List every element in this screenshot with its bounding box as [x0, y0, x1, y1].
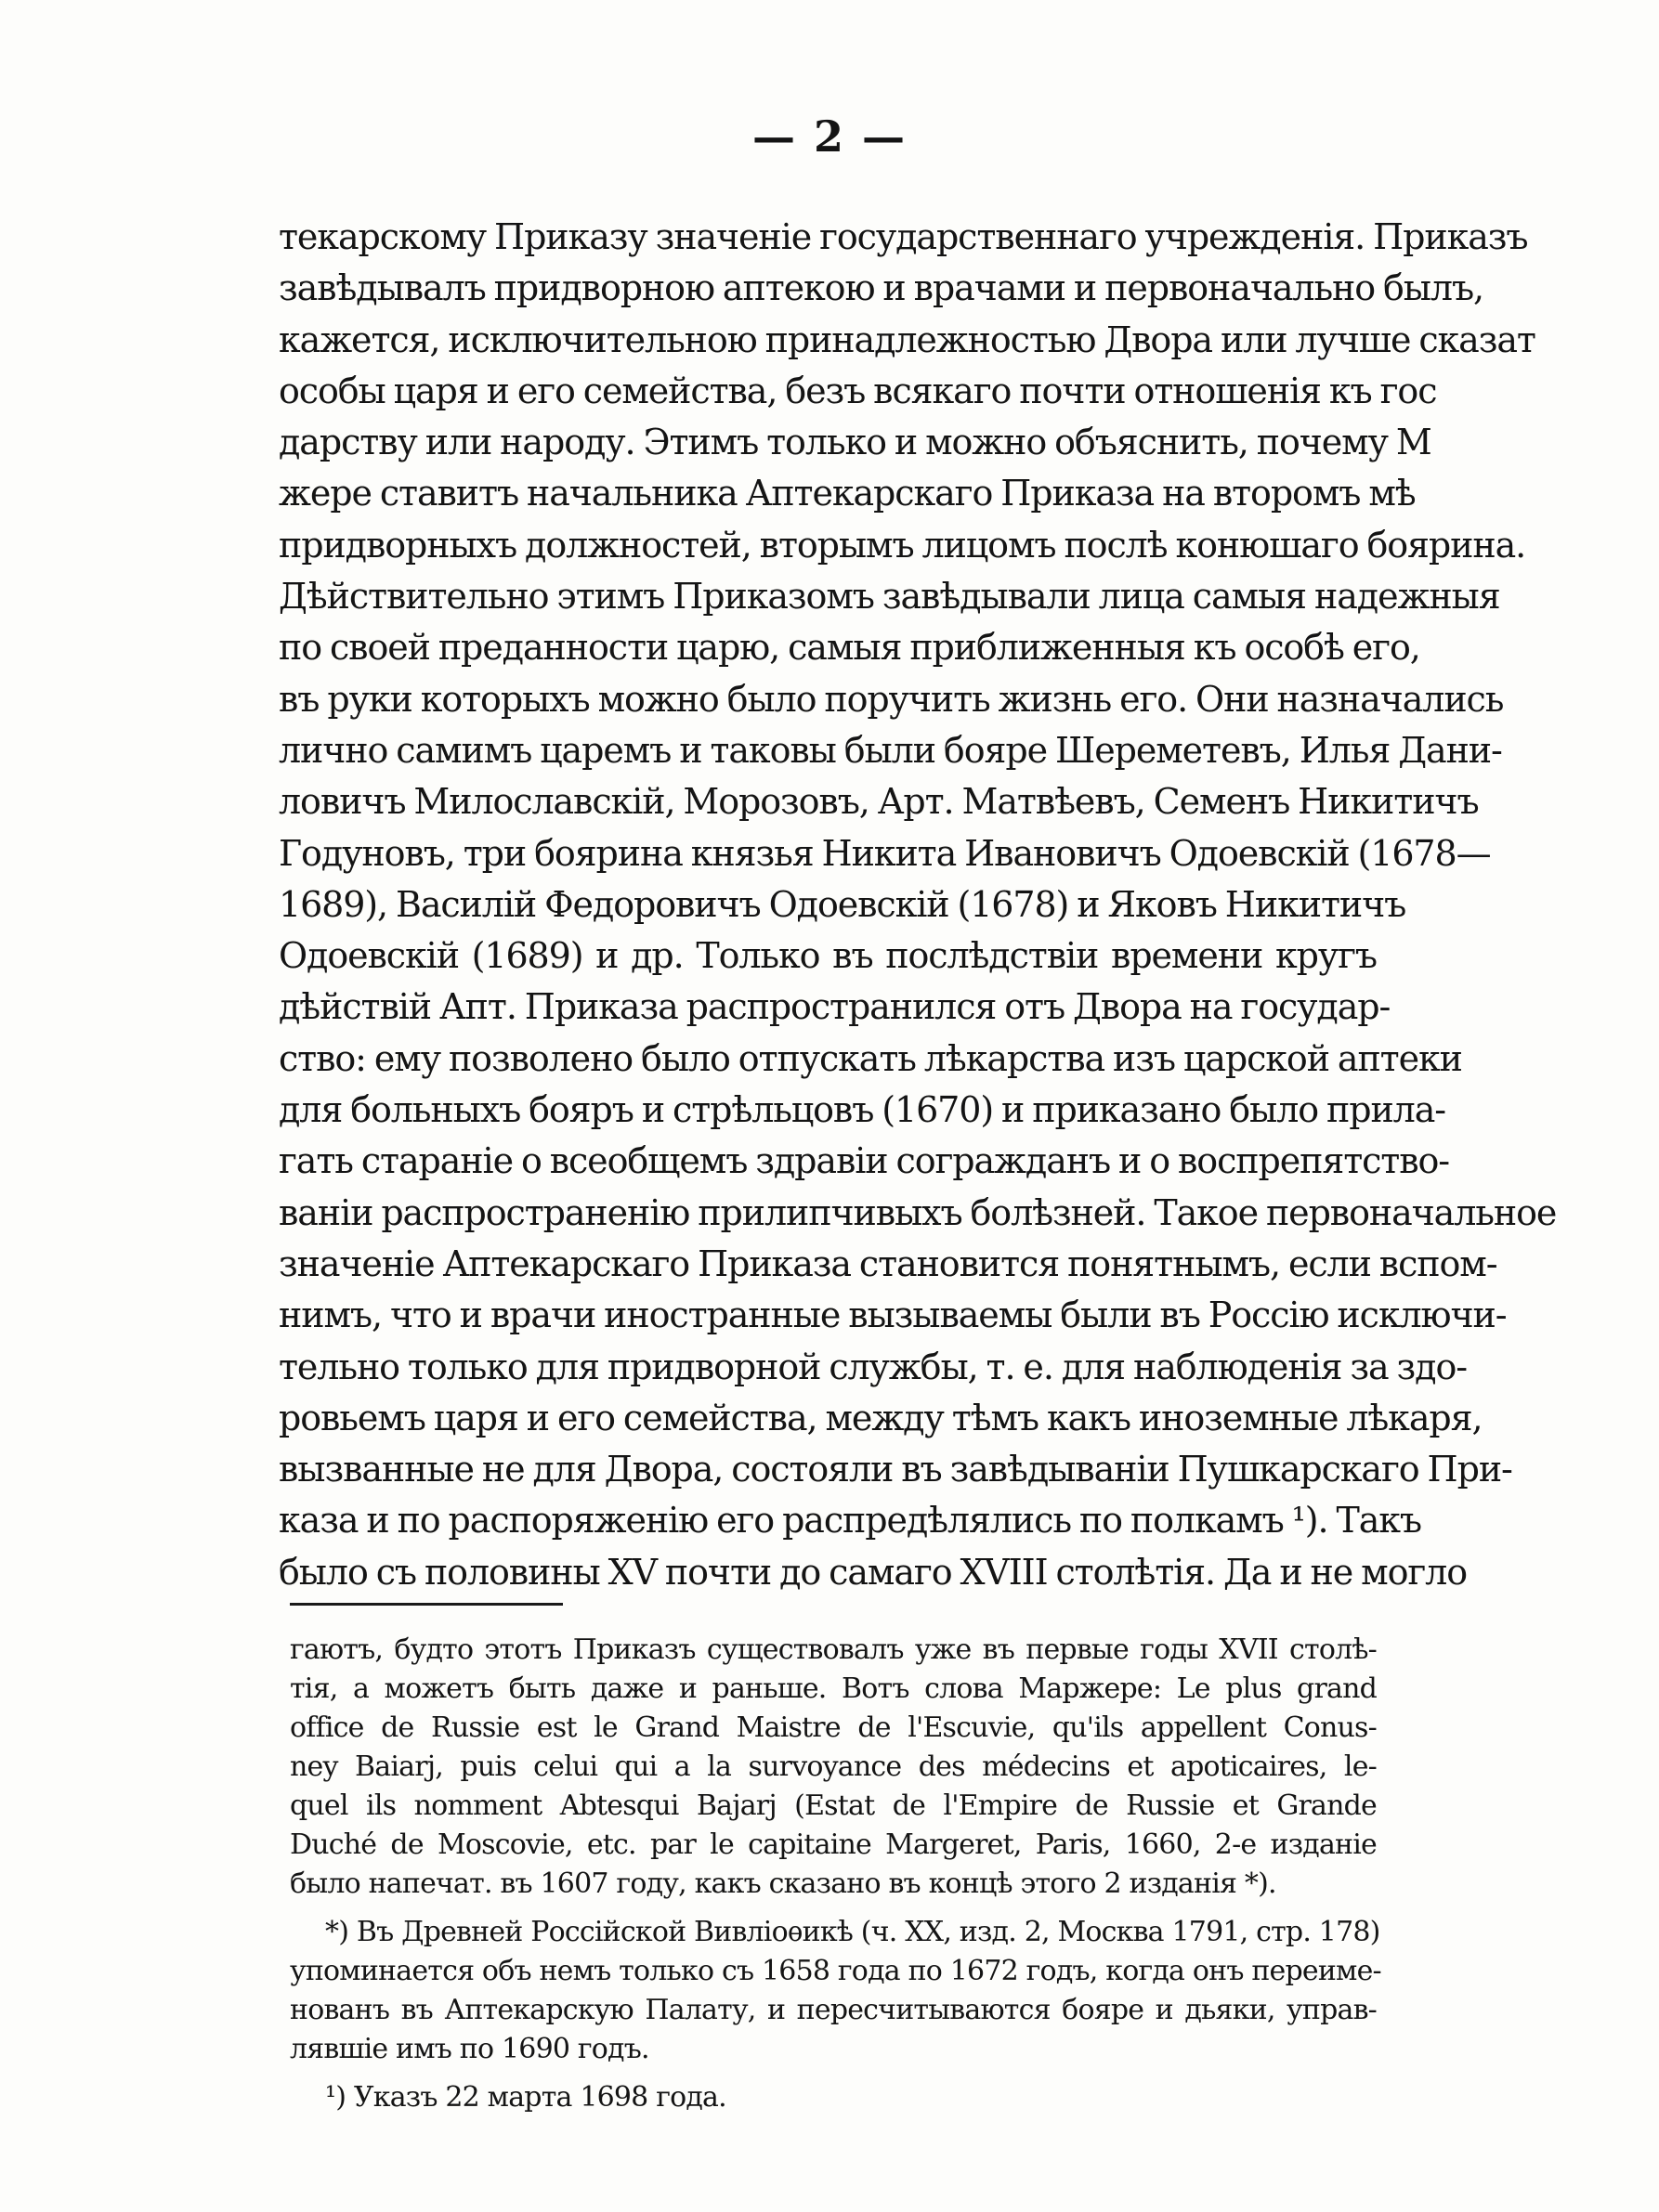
body-line: Одоевскій (1689) и др. Только въ послѣдствіи времени кругъ [279, 935, 1377, 977]
footnote-star [290, 1913, 1381, 2069]
body-line: вызванные не для Двора, состояли въ завѣдываніи Пушкарскаго При- [279, 1449, 1512, 1490]
body-line: особы царя и его семейства, безъ всякаго почти отношенія къ гос [279, 370, 1437, 411]
body-line: лично самимъ царемъ и таковы были бояре Шереметевъ, Илья Дани- [279, 729, 1502, 771]
footnote-line: *) Въ Древней Россійской Вивліоѳикѣ (ч. XX, изд. 2, Москва 1791, стр. 178) [325, 1916, 1380, 1948]
body-line: кажется, исключительною принадлежностью Двора или лучше сказат [279, 319, 1535, 360]
footnote-line: гаютъ, будто этотъ Приказъ существовалъ уже въ первые годы XVII столѣ- [290, 1633, 1377, 1666]
body-line: ство: ему позволено было отпускать лѣкарства изъ царской аптеки [279, 1037, 1462, 1079]
body-line: Дѣйствительно этимъ Приказомъ завѣдывали лица самыя надежныя [279, 576, 1500, 618]
body-line: Годуновъ, три боярина князья Никита Ивановичъ Одоевскій (1678— [279, 832, 1491, 874]
body-line: нимъ, что и врачи иностранные вызываемы были въ Россію исключи- [279, 1295, 1507, 1336]
footnote-line: упоминается объ немъ только съ 1658 года по 1672 годъ, когда онъ переиме- [290, 1955, 1381, 1987]
footnote-continuation [290, 1631, 1377, 1904]
footnote-line: тія, а можетъ быть даже и раньше. Вотъ слова Маржере: Le plus grand [290, 1672, 1377, 1705]
footnote-line: ¹) Указъ 22 марта 1698 года. [325, 2081, 726, 2114]
body-line: придворныхъ должностей, вторымъ лицомъ послѣ конюшаго боярина. [279, 524, 1526, 566]
body-line: дарству или народу. Этимъ только и можно объяснить, почему М [279, 422, 1431, 463]
body-line: значеніе Аптекарскаго Приказа становится понятнымъ, если вспом- [279, 1243, 1497, 1284]
footnote-line: нованъ въ Аптекарскую Палату, и пересчитываются бояре и дьяки, управ- [290, 1994, 1377, 2026]
body-line: ваніи распространенію прилипчивыхъ болѣзней. Такое первоначальное [279, 1191, 1557, 1233]
body-line: дѣйствій Апт. Приказа распространился отъ Двора на государ- [279, 986, 1391, 1028]
body-line: 1689), Василій Федоровичъ Одоевскій (1678) и Яковъ Никитичъ [279, 883, 1406, 925]
body-line: было съ половины XV почти до самаго XVIII столѣтія. Да и не могло [279, 1551, 1467, 1593]
footnote-line: было напечат. въ 1607 году, какъ сказано въ концѣ этого 2 изданія *). [290, 1867, 1276, 1900]
body-text [279, 212, 1557, 1598]
body-line: текарскому Приказу значеніе государственнаго учрежденія. Приказъ [279, 216, 1528, 257]
footnote-line: office de Russie est le Grand Maistre de l'Escuvie, qu'ils appellent Conus- [290, 1711, 1377, 1744]
footnote-line: Duché de Moscovie, etc. par le capitaine Margeret, Paris, 1660, 2-е изданіе [290, 1828, 1377, 1861]
footnote-1 [290, 2078, 1377, 2117]
body-line: ловичъ Милославскій, Морозовъ, Арт. Матвѣевъ, Семенъ Никитичъ [279, 781, 1479, 823]
footnote-line: quel ils nomment Abtesqui Bajarj (Estat de l'Empire de Russie et Grande [290, 1789, 1377, 1822]
body-line: въ руки которыхъ можно было поручить жизнь его. Они назначались [279, 678, 1504, 720]
body-line: по своей преданности царю, самыя приближенныя къ особѣ его, [279, 627, 1420, 669]
footnotes [290, 1631, 1381, 2117]
body-line: для больныхъ бояръ и стрѣльцовъ (1670) и приказано было прила- [279, 1089, 1446, 1131]
body-line: тельно только для придворной службы, т. е. для наблюденія за здо- [279, 1346, 1467, 1387]
page-number: — 2 — [751, 111, 908, 162]
body-line: жере ставитъ начальника Аптекарскаго Приказа на второмъ мѣ [279, 473, 1416, 514]
footnote-separator [290, 1603, 563, 1606]
body-line: каза и по распоряженію его распредѣлялись по полкамъ ¹). Такъ [279, 1500, 1422, 1542]
footnote-line: лявшіе имъ по 1690 годъ. [290, 2033, 649, 2065]
body-line: гать стараніе о всеобщемъ здравіи согражданъ и о воспрепятство- [279, 1140, 1450, 1182]
body-line: ровьемъ царя и его семейства, между тѣмъ какъ иноземные лѣкаря, [279, 1397, 1483, 1438]
footnote-line: ney Baiarj, puis celui qui a la survoyance des médecins et apoticaires, le- [290, 1750, 1377, 1783]
body-line: завѣдывалъ придворною аптекою и врачами и первоначально былъ, [279, 267, 1484, 309]
